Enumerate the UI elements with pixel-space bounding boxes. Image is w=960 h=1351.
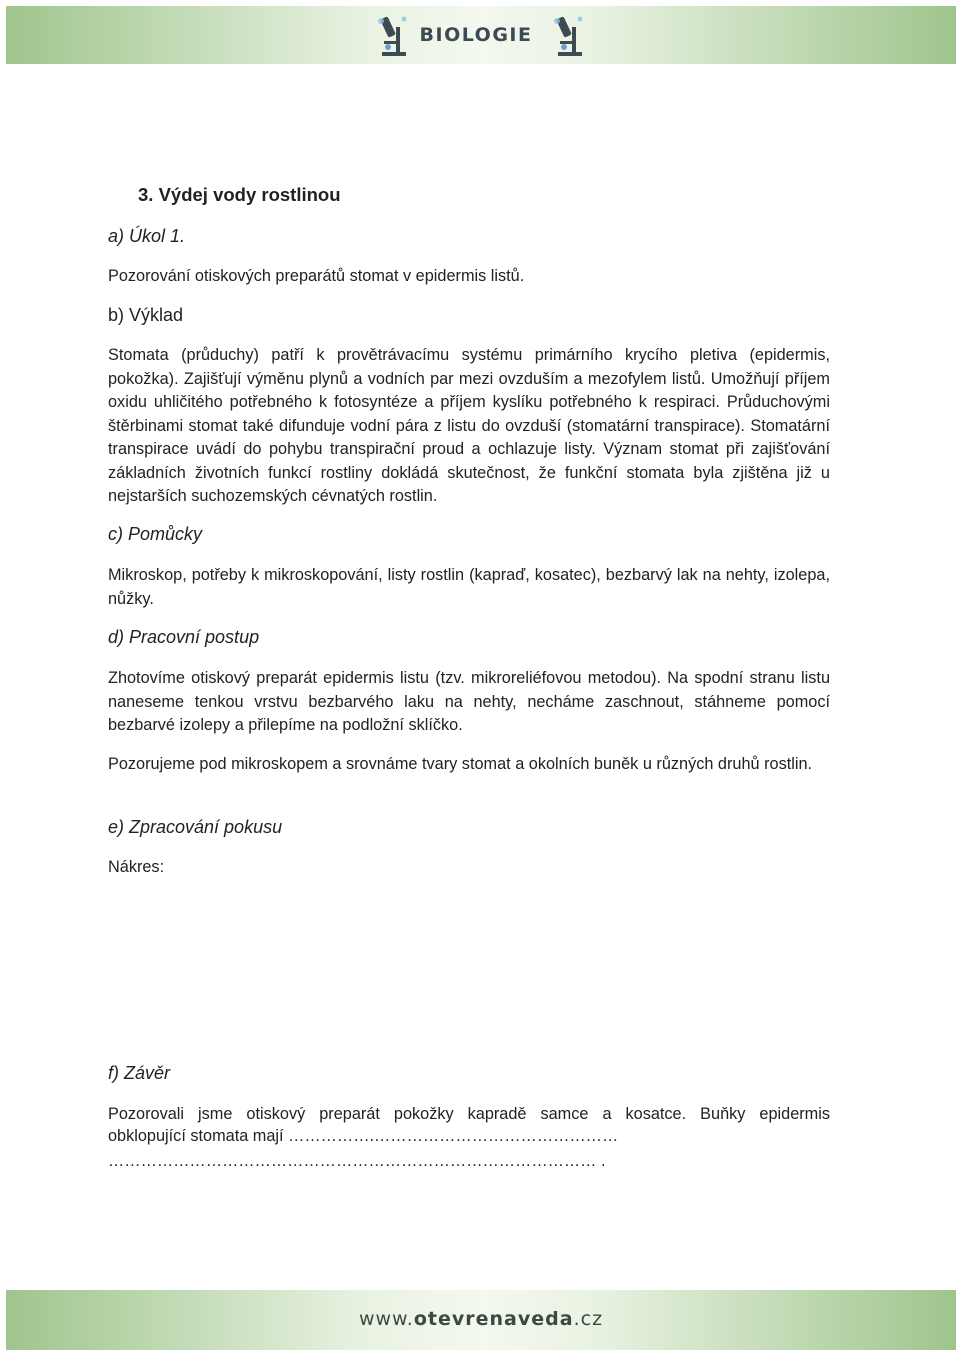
header-banner [6, 6, 956, 64]
procedure-text-1: Zhotovíme otiskový preparát epidermis listu (tzv. mikroreliéfovou metodou). Na spodní stranu listu naneseme tenkou vrstvu bezbarvého laku na nehty, necháme zaschnout, stáhneme pomocí bezbarvé izolepy a přilepíme na podložní sklíčko. [108, 669, 830, 734]
footer-url-suffix: .cz [573, 1308, 604, 1330]
conclusion-text: Pozorovali jsme otiskový preparát pokožky kapradě samce a kosatce. Buňky epidermis [108, 1105, 830, 1123]
heading-e-processing: e) Zpracování pokusu [108, 817, 283, 837]
conclusion-line-3: ……………………………………………………………………………… . [108, 1152, 606, 1170]
explanation-text: Stomata (průduchy) patří k provětrávacímu systému primárního krycího pletiva (epidermis, pokožka). Zajišťují výměnu plynů a vodních par mezi ovzduším a mezofylem listů. Umožňují příjem oxidu uhličitého potřebného k fotosyntéze a příjem kyslíku potřebného k respiraci. Průduchovými štěrbinami stomat také difunduje vodní pára z listu do ovzduší (stomatární transpirace). Stomatární transpirace uvádí do pohybu transpirační proud a ochlazuje listy. Význam stomat při zajišťování základních životních funkcí rostliny dokládá skutečnost, že funkční stomata byla zjištěna již u nejstarších suchozemských cévnatých rostlin. [108, 346, 830, 505]
heading-b-explanation: b) Výklad [108, 305, 184, 325]
footer-url-domain: otevrenaveda [413, 1308, 574, 1330]
header-title: BIOLOGIE [419, 24, 533, 46]
conclusion-line-2: obklopující stomata mají …………….……………………………………… [108, 1127, 619, 1145]
microscope-icon [376, 13, 410, 57]
heading-d-procedure: d) Pracovní postup [108, 627, 260, 647]
task-text: Pozorování otiskových preparátů stomat v epidermis listů. [108, 267, 525, 285]
procedure-text-2: Pozorujeme pod mikroskopem a srovnáme tvary stomat a okolních buněk u různých druhů rostlin. [108, 755, 813, 773]
heading-c-tools: c) Pomůcky [108, 524, 203, 544]
drawing-label: Nákres: [108, 858, 165, 876]
footer-url [6, 1308, 956, 1330]
microscope-icon [552, 13, 586, 57]
footer-banner [6, 1290, 956, 1350]
section-title: 3. Výdej vody rostlinou [138, 184, 341, 205]
heading-a-task: a) Úkol 1. [108, 226, 186, 246]
tools-text: Mikroskop, potřeby k mikroskopování, listy rostlin (kapraď, kosatec), bezbarvý lak na nehty, izolepa, nůžky. [108, 566, 830, 608]
heading-f-conclusion: f) Závěr [108, 1063, 171, 1083]
footer-url-prefix: www. [358, 1308, 414, 1330]
